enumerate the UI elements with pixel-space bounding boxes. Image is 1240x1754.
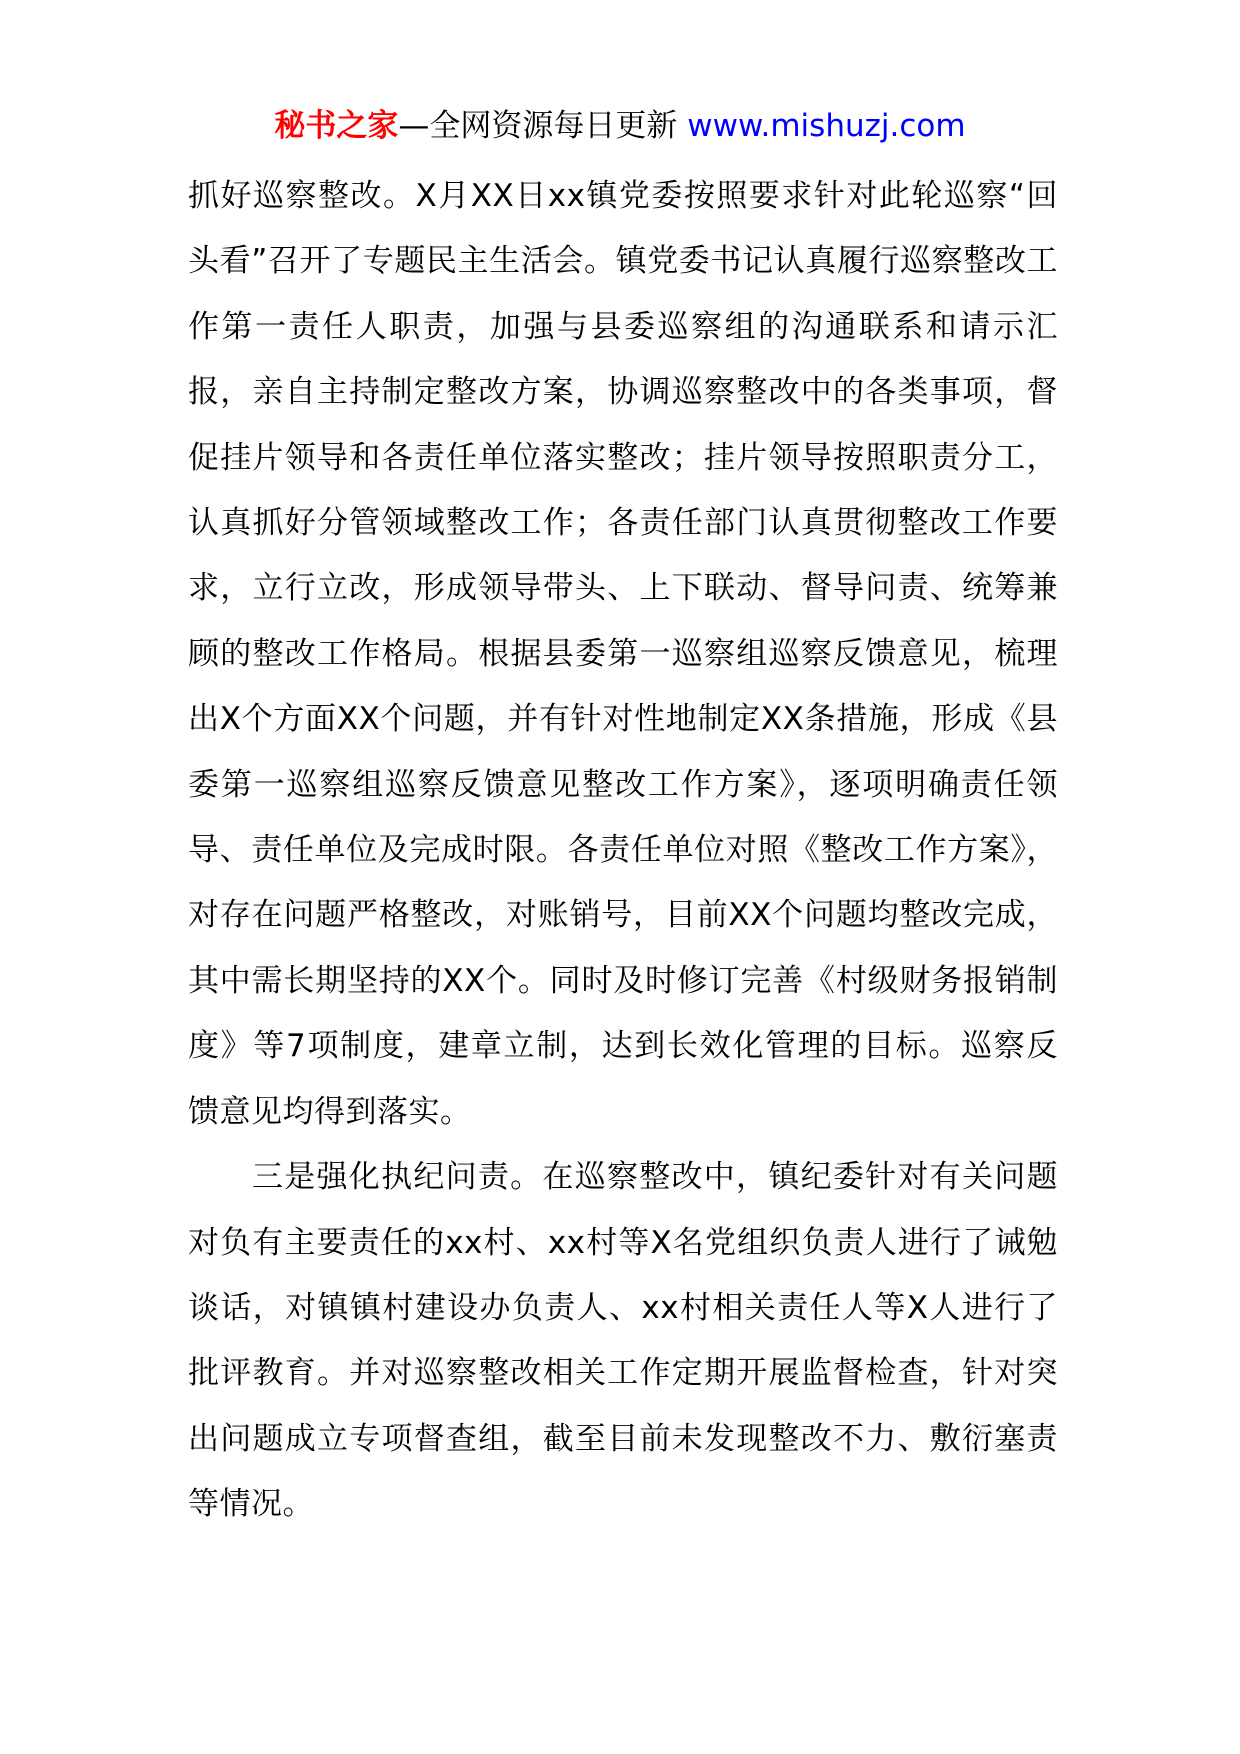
page-header — [0, 104, 1240, 148]
website-link[interactable]: www.mishuzj.com — [687, 108, 966, 144]
brand-name: 秘书之家 — [274, 108, 399, 144]
paragraph-continued: 抓好巡察整改。X月XX日xx镇党委按照要求针对此轮巡察“回头看”召开了专题民主生活会。镇党委书记认真履行巡察整改工作第一责任人职责，加强与县委巡察组的沟通联系和请示汇报，亲自主持制定整改方案，协调巡察整改中的各类事项，督促挂片领导和各责任单位落实整改；挂片领导按照职责分工，认真抓好分管领域整改工作；各责任部门认真贯彻整改工作要求，立行立改，形成领导带头、上下联动、督导问责、统筹兼顾的整改工作格局。根据县委第一巡察组巡察反馈意见，梳理出X个方面XX个问题，并有针对性地制定XX条措施，形成《县委第一巡察组巡察反馈意见整改工作方案》，逐项明确责任领导、责任单位及完成时限。各责任单位对照《整改工作方案》，对存在问题严格整改，对账销号，目前XX个问题均整改完成，其中需长期坚持的XX个。同时及时修订完善《村级财务报销制度》等7项制度，建章立制，达到长效化管理的目标。巡察反馈意见均得到落实。 — [188, 178, 1058, 1130]
header-tagline: —全网资源每日更新 — [398, 108, 688, 144]
document-body — [188, 164, 1058, 1538]
paragraph-accountability: 三是强化执纪问责。在巡察整改中，镇纪委针对有关问题对负有主要责任的xx村、xx村等X名党组织负责人进行了诫勉谈话，对镇镇村建设办负责人、xx村相关责任人等X人进行了批评教育。并对巡察整改相关工作定期开展监督检查，针对突出问题成立专项督查组，截至目前未发现整改不力、敷衍塞责等情况。 — [188, 1159, 1058, 1523]
